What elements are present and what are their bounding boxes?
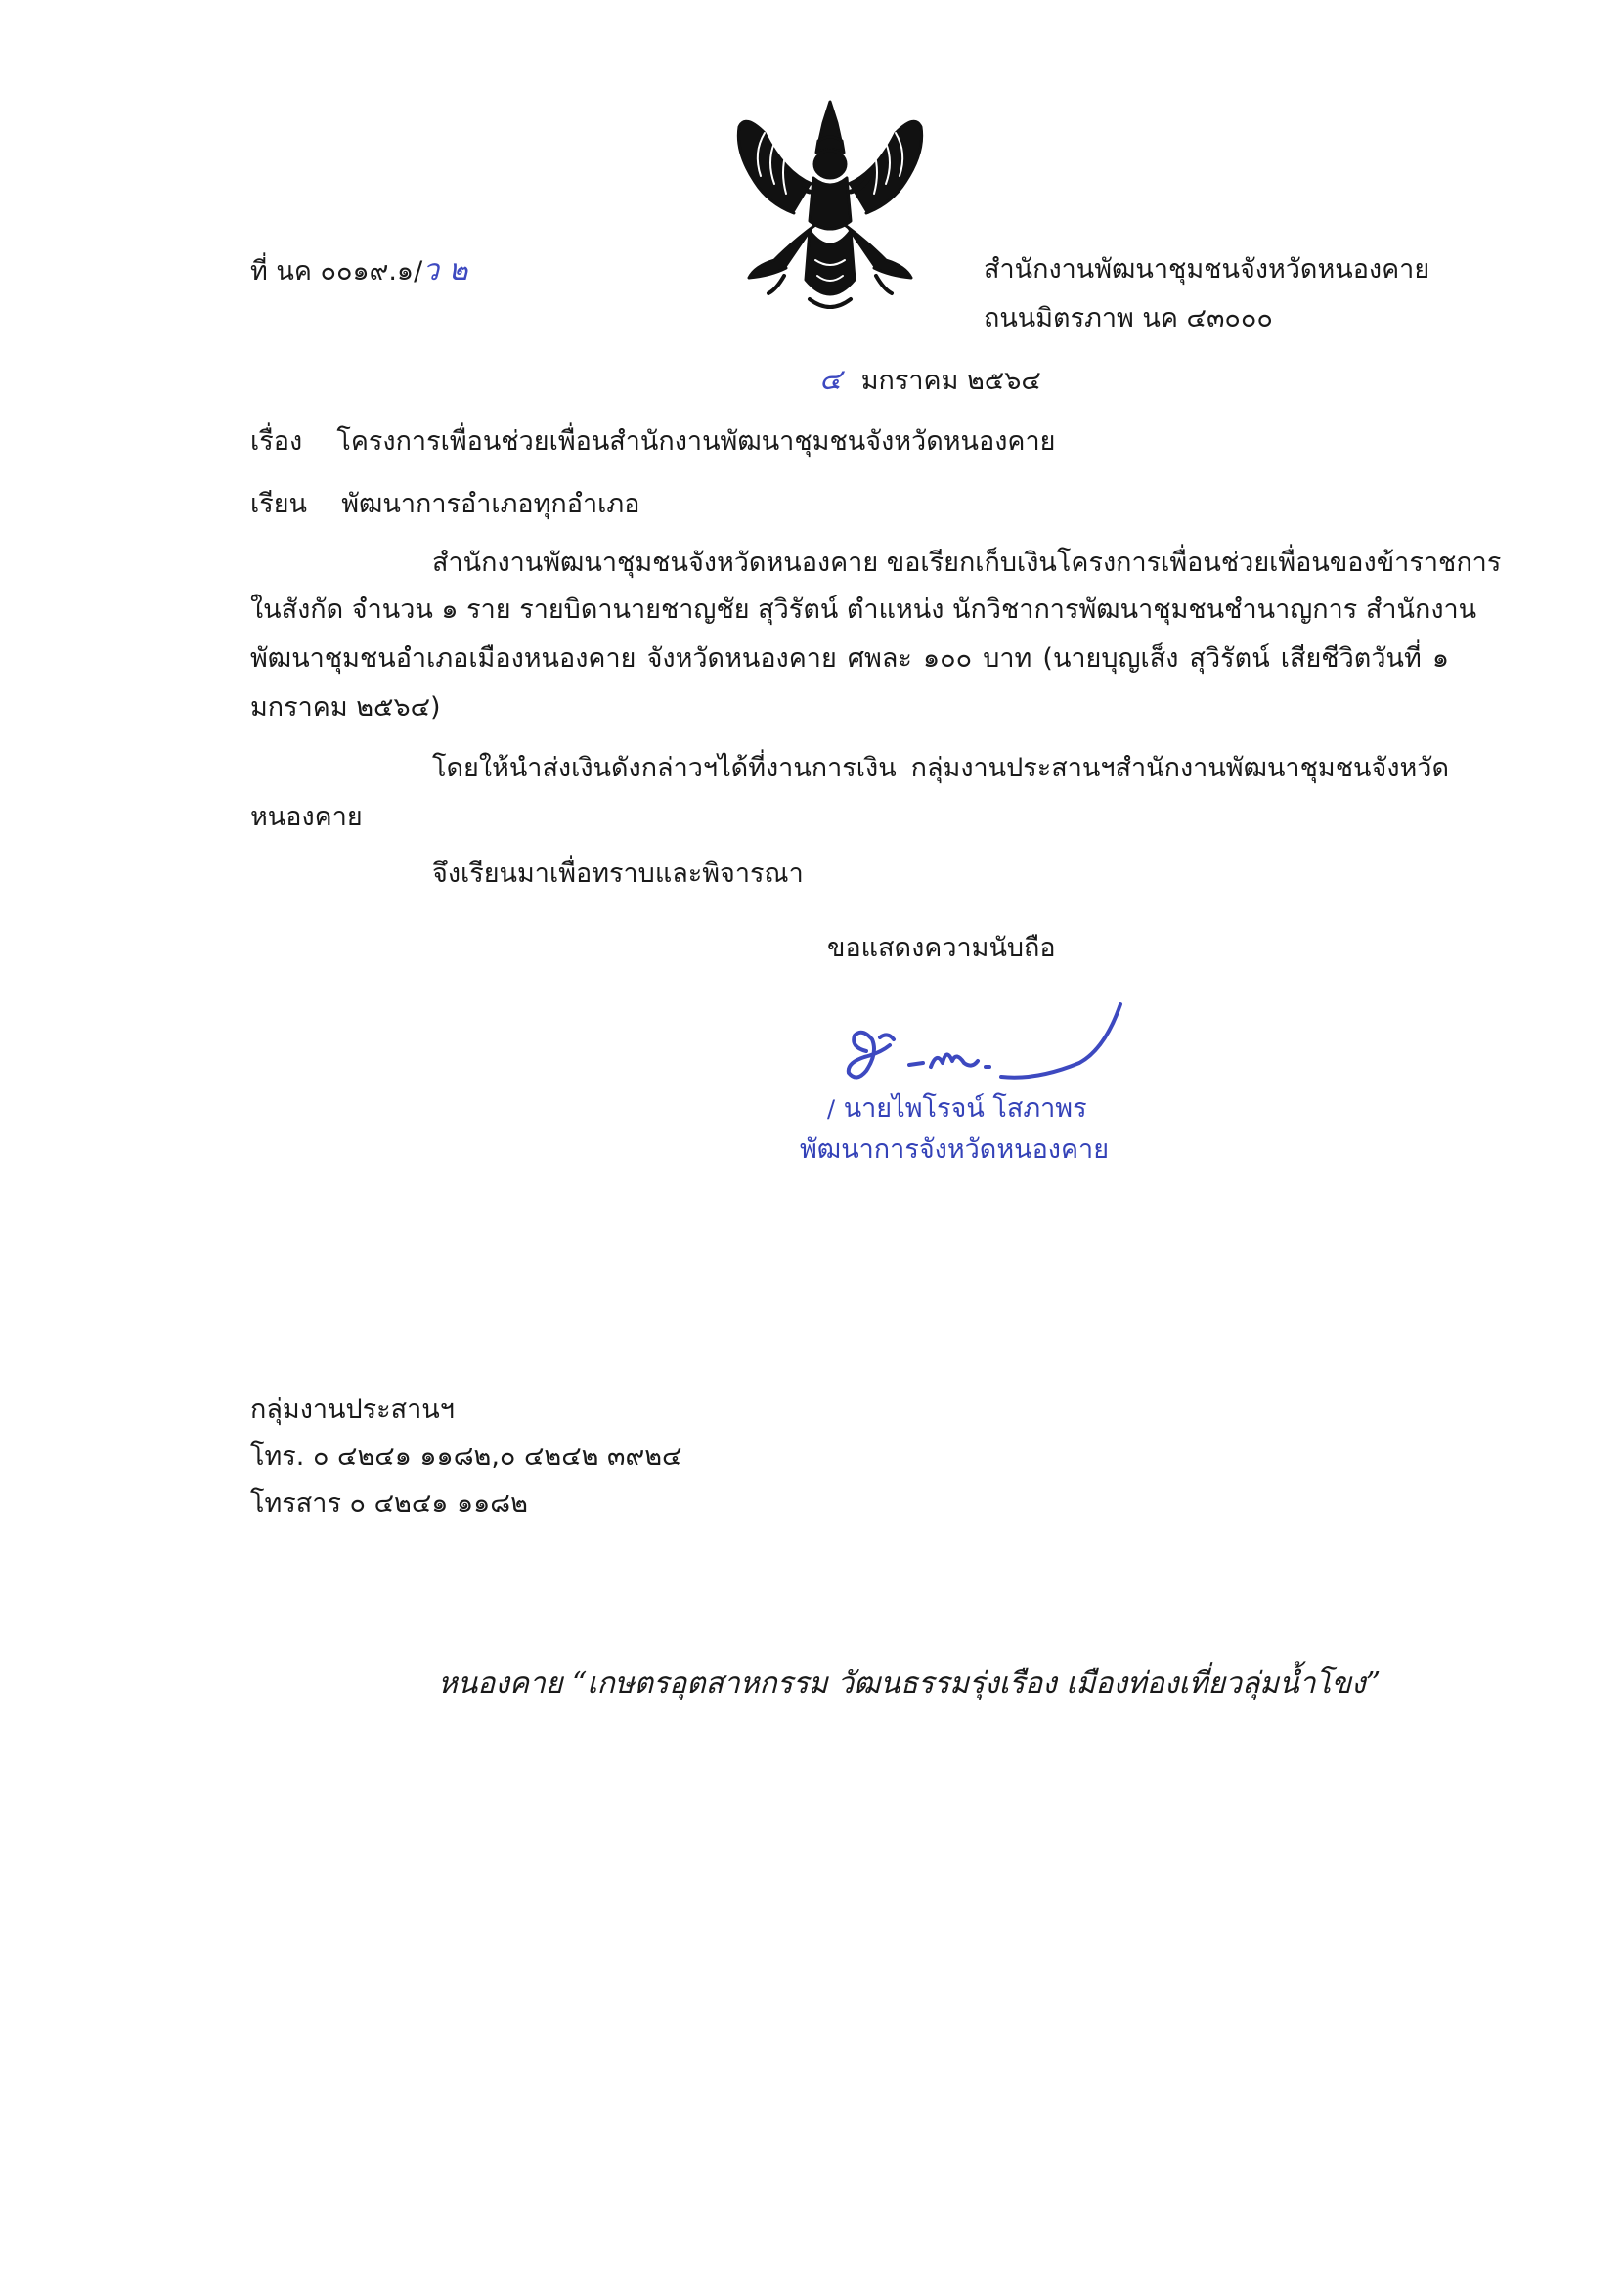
contact-phone: โทร. ๐ ๔๒๔๑ ๑๑๘๒,๐ ๔๒๔๒ ๓๙๒๔ xyxy=(250,1441,682,1472)
salutation-text: พัฒนาการอำเภอทุกอำเภอ xyxy=(341,489,640,519)
office-name: สำนักงานพัฒนาชุมชนจังหวัดหนองคาย xyxy=(984,254,1430,285)
body-para1-line2: ในสังกัด จำนวน ๑ ราย รายบิดานายชาญชัย สุวิรัตน์ ตำแหน่ง นักวิชาการพัฒนาชุมชนชำนาญการ สำนักงาน xyxy=(250,595,1477,625)
province-motto: หนองคาย “เกษตรอุตสาหกรรม วัฒนธรรมรุ่งเรือง เมืองท่องเที่ยวลุ่มน้ำโขง” xyxy=(438,1666,1382,1700)
subject-text: โครงการเพื่อนช่วยเพื่อนสำนักงานพัฒนาชุมชนจังหวัดหนองคาย xyxy=(336,426,1056,457)
reference-number-handwritten: ว ๒ xyxy=(422,253,468,287)
contact-unit: กลุ่มงานประสานฯ xyxy=(250,1394,455,1425)
body-para1-line1: สำนักงานพัฒนาชุมชนจังหวัดหนองคาย ขอเรียกเก็บเงินโครงการเพื่อนช่วยเพื่อนของข้าราชการ xyxy=(432,548,1502,578)
body-para2-line1: โดยให้นำส่งเงินดังกล่าวฯได้ที่งานการเงิน กลุ่มงานประสานฯสำนักงานพัฒนาชุมชนจังหวัด xyxy=(432,753,1449,783)
signer-name: / นายไพโรจน์ โสภาพร xyxy=(827,1093,1087,1124)
contact-fax: โทรสาร ๐ ๔๒๔๑ ๑๑๘๒ xyxy=(250,1488,528,1519)
reference-number xyxy=(250,253,468,287)
handwritten-signature xyxy=(821,992,1134,1100)
salutation-label: เรียน xyxy=(250,489,308,519)
reference-number-printed: ที่ นค ๐๐๑๙.๑/ xyxy=(250,256,423,287)
garuda-emblem-icon xyxy=(725,94,936,319)
office-address: ถนนมิตรภาพ นค ๔๓๐๐๐ xyxy=(984,303,1273,333)
closing-request: จึงเรียนมาเพื่อทราบและพิจารณา xyxy=(432,859,804,889)
body-para1-line4: มกราคม ๒๕๖๔) xyxy=(250,692,441,723)
signer-title: พัฒนาการจังหวัดหนองคาย xyxy=(800,1134,1110,1165)
body-para2-line2: หนองคาย xyxy=(250,802,363,832)
signer-name-text: นายไพโรจน์ โสภาพร xyxy=(843,1093,1087,1124)
body-para1-line3: พัฒนาชุมชนอำเภอเมืองหนองคาย จังหวัดหนองคาย ศพละ ๑๐๐ บาท (นายบุญเส็ง สุวิรัตน์ เสียชีวิตวันที่ ๑ xyxy=(250,643,1449,674)
letter-date xyxy=(819,363,1041,397)
subject-line xyxy=(250,428,1055,455)
subject-label: เรื่อง xyxy=(250,426,303,457)
date-day-handwritten: ๔ xyxy=(819,363,842,397)
closing-regards: ขอแสดงความนับถือ xyxy=(827,933,1056,963)
date-month-year: มกราคม ๒๕๖๔ xyxy=(860,366,1041,396)
salutation-line xyxy=(250,491,639,517)
